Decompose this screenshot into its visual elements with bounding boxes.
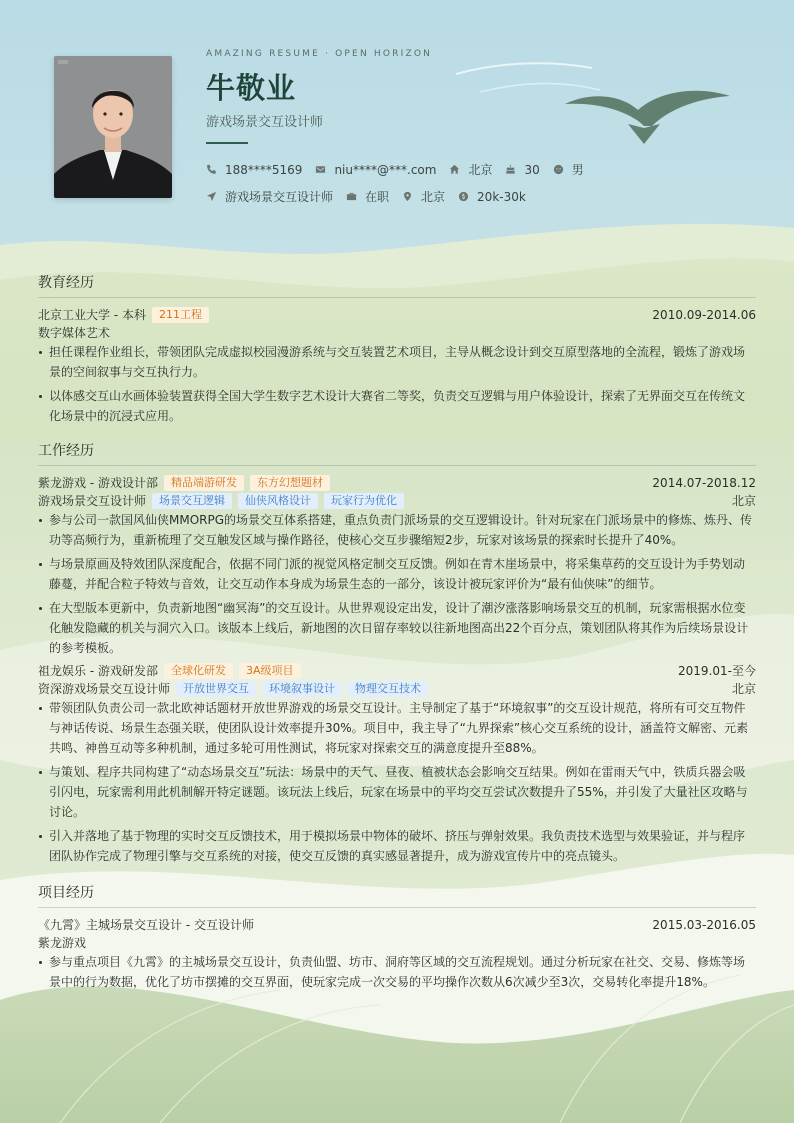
job-bullets (38, 510, 756, 658)
status-text: 在职 (365, 190, 390, 204)
target-role-item (206, 188, 333, 205)
education-entry-header (38, 306, 756, 324)
age-text: 30 (524, 162, 540, 177)
target-city-item (402, 188, 445, 205)
list-item: 在大型版本更新中，负责新地图“幽冥海”的交互设计。从世界观设定出发，设计了潮汐涨落影响场景交互的机制，玩家需根据水位变化触发隐藏的机关与洞穴入口。该版本上线后，新地图的次日留存率较以往新地图高出22个百分点，策划团队将其作为后续场景设计的参考模板。 (38, 598, 756, 658)
mail-icon (315, 164, 326, 175)
company-tag: 精品端游研发 (164, 475, 244, 491)
job-intent-row (206, 188, 539, 205)
projects-section (38, 882, 756, 996)
company-name: 紫龙游戏 - 游戏设计部 (38, 476, 158, 490)
job-location: 北京 (731, 494, 756, 508)
company-tag: 东方幻想题材 (250, 475, 330, 491)
phone-text: 188****5169 (225, 162, 303, 177)
candidate-name: 牛敬业 (206, 71, 297, 105)
list-item: 与场景原画及特效团队深度配合，依据不同门派的视觉风格定制交互反馈。例如在青木崖场景中，将采集草药的交互设计为手势划动藤蔓，并配合粒子特效与音效，让交互动作本身成为场景生态的一部分，该设计被玩家评价为“最有仙侠味”的细节。 (38, 554, 756, 594)
job-entry (38, 474, 756, 658)
education-bullets (38, 342, 756, 426)
profile-photo (54, 56, 172, 198)
resume-tagline: AMAZING RESUME · OPEN HORIZON (206, 49, 433, 59)
role-tag: 环境叙事设计 (262, 681, 342, 697)
job-header (38, 662, 756, 680)
city-item (449, 161, 492, 178)
work-section (38, 440, 756, 870)
education-title: 教育经历 (38, 272, 756, 298)
school-tag: 211工程 (152, 307, 209, 323)
project-company: 紫龙游戏 (38, 936, 87, 950)
job-location: 北京 (731, 682, 756, 696)
gender-text: 男 (571, 163, 584, 177)
role-header (38, 680, 756, 698)
send-icon (206, 191, 217, 202)
cake-icon (505, 164, 516, 175)
major-name: 数字媒体艺术 (38, 326, 111, 340)
email-item[interactable] (315, 163, 436, 177)
role-tag: 玩家行为优化 (324, 493, 404, 509)
role-name: 资深游戏场景交互设计师 (38, 682, 171, 696)
gender-icon (553, 164, 564, 175)
phone-icon (206, 164, 217, 175)
title-divider (206, 142, 248, 144)
salary-text: 20k-30k (477, 189, 526, 204)
job-date: 2019.01-至今 (678, 664, 756, 678)
city-text: 北京 (468, 163, 493, 177)
briefcase-icon (346, 191, 357, 202)
role-name: 游戏场景交互设计师 (38, 494, 147, 508)
school-name: 北京工业大学 - 本科 (38, 308, 146, 322)
list-item: 参与重点项目《九霄》的主城场景交互设计，负责仙盟、坊市、洞府等区域的交互流程规划。通过分析玩家在社交、交易、修炼等场景中的行为数据，优化了坊市摆摊的交互界面，使玩家完成一次交易的平均操作次数从6次减少至3次，交易转化率提升18%。 (38, 952, 756, 992)
company-tag: 3A级项目 (239, 663, 301, 679)
projects-title: 项目经历 (38, 882, 756, 908)
target-role-text: 游戏场景交互设计师 (225, 190, 334, 204)
project-header (38, 916, 756, 934)
project-name: 《九霄》主城场景交互设计 - 交互设计师 (38, 918, 254, 932)
job-header (38, 474, 756, 492)
education-section (38, 272, 756, 430)
age-item (505, 163, 539, 177)
portrait-illustration (54, 56, 172, 198)
role-tag: 开放世界交互 (176, 681, 256, 697)
target-city-text: 北京 (421, 190, 446, 204)
role-tag: 物理交互技术 (348, 681, 428, 697)
job-bullets (38, 698, 756, 866)
money-icon (458, 191, 469, 202)
phone-item[interactable] (206, 163, 302, 177)
list-item: 参与公司一款国风仙侠MMORPG的场景交互体系搭建，重点负责门派场景的交互逻辑设计。针对玩家在门派场景中的修炼、炼丹、传功等高频行为，重新梳理了交互触发区域与操作路径，使核心交互步骤缩短2步，玩家对该场景的探索时长提升了40%。 (38, 510, 756, 550)
list-item: 担任课程作业组长，带领团队完成虚拟校园漫游系统与交互装置艺术项目，主导从概念设计到交互原型落地的全流程，锻炼了游戏场景的空间叙事与交互执行力。 (38, 342, 756, 382)
job-date: 2014.07-2018.12 (652, 476, 756, 490)
list-item: 与策划、程序共同构建了“动态场景交互”玩法：场景中的天气、昼夜、植被状态会影响交互结果。例如在雷雨天气中，铁质兵器会吸引闪电，玩家需利用此机制解开特定谜题。该玩法上线后，玩家在场景中的平均交互尝试次数提升了55%，并引发了大量社区攻略与讨论。 (38, 762, 756, 822)
company-name: 祖龙娱乐 - 游戏研发部 (38, 664, 158, 678)
project-date: 2015.03-2016.05 (652, 918, 756, 932)
bird-decoration (560, 80, 735, 150)
status-item (346, 188, 389, 205)
gender-item (553, 161, 584, 178)
salary-item (458, 190, 526, 204)
job-entry (38, 662, 756, 866)
project-bullets (38, 952, 756, 992)
home-icon (449, 164, 460, 175)
work-title: 工作经历 (38, 440, 756, 466)
list-item: 引入并落地了基于物理的实时交互反馈技术，用于模拟场景中物体的破坏、挤压与弹射效果。我负责技术选型与效果验证，并与程序团队协作完成了物理引擎与交互系统的对接，使交互反馈的真实感显著提升，成为游戏宣传片中的亮点镜头。 (38, 826, 756, 866)
role-tag: 场景交互逻辑 (152, 493, 232, 509)
role-tag: 仙侠风格设计 (238, 493, 318, 509)
email-text: niu****@***.com (334, 162, 437, 177)
location-pin-icon (402, 191, 413, 202)
candidate-title: 游戏场景交互设计师 (206, 115, 324, 130)
list-item: 以体感交互山水画体验装置获得全国大学生数字艺术设计大赛省二等奖，负责交互逻辑与用户体验设计，探索了无界面交互在传统文化场景中的沉浸式应用。 (38, 386, 756, 426)
role-header (38, 492, 756, 510)
list-item: 带领团队负责公司一款北欧神话题材开放世界游戏的场景交互设计。主导制定了基于“环境叙事”的交互设计规范，将所有可交互物件与神话传说、场景生态强关联，使团队设计效率提升30%。项目中，我主导了“九界探索”核心交互系统的设计，涵盖符文解密、元素共鸣、神兽互动等多种机制，通过多轮可用性测试，将玩家对探索交互的满意度提升至88%。 (38, 698, 756, 758)
education-date: 2010.09-2014.06 (652, 308, 756, 322)
contact-row (206, 161, 597, 178)
company-tag: 全球化研发 (164, 663, 233, 679)
